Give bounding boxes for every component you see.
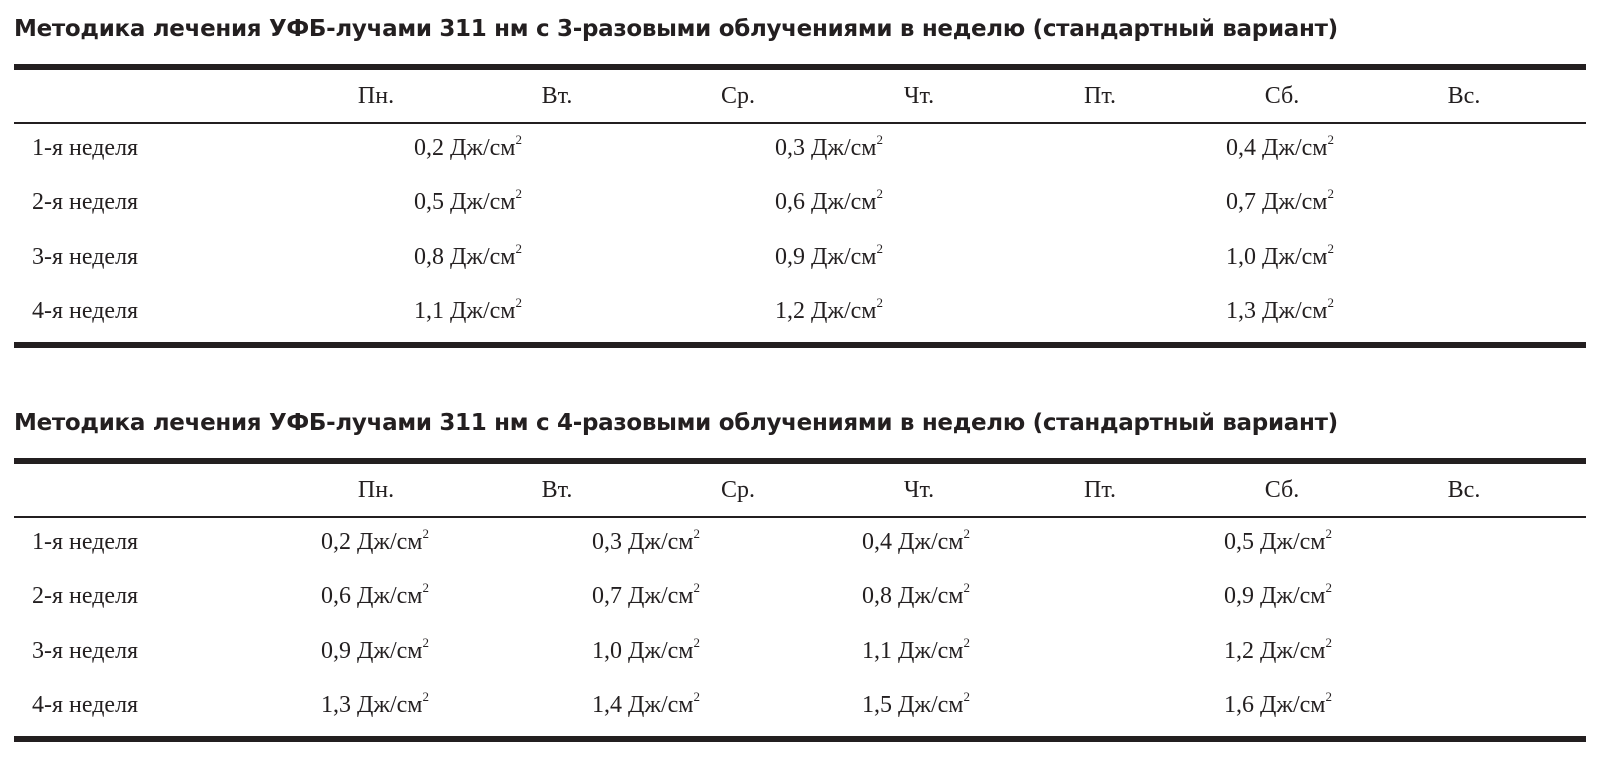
dose-cell	[1226, 295, 1334, 324]
dose-cell	[414, 241, 522, 270]
dose-unit-text: Дж/см	[1262, 189, 1328, 215]
dose-value: 0,9	[1224, 583, 1255, 609]
week-label: 2-я неделя	[32, 583, 139, 609]
dose-value: 0,2	[321, 529, 352, 555]
day-header: Пт.	[1083, 477, 1117, 503]
dose-unit	[1262, 295, 1334, 324]
header-rule	[14, 516, 1586, 518]
dose-cell	[862, 689, 970, 718]
day-header: Пн.	[357, 83, 395, 109]
dose-cell	[592, 526, 700, 555]
dose-unit-exponent: 2	[876, 295, 883, 310]
dose-unit-exponent: 2	[693, 689, 700, 704]
dose-unit	[357, 580, 429, 609]
dose-unit	[811, 186, 883, 215]
day-header: Ср.	[720, 477, 756, 503]
dose-unit	[628, 526, 700, 555]
dose-unit	[628, 635, 700, 664]
dose-value: 0,3	[775, 135, 806, 161]
dose-cell	[414, 132, 522, 161]
dose-unit-exponent: 2	[876, 132, 883, 147]
top-rule	[14, 458, 1586, 464]
dose-value: 0,8	[414, 244, 445, 270]
dose-cell	[1224, 689, 1332, 718]
dose-cell	[592, 580, 700, 609]
dose-value: 1,2	[775, 298, 806, 324]
dose-cell	[1226, 132, 1334, 161]
day-header: Чт.	[903, 83, 935, 109]
dose-unit-exponent: 2	[963, 580, 970, 595]
dose-unit-text: Дж/см	[811, 244, 877, 270]
dose-unit-text: Дж/см	[1260, 583, 1326, 609]
dose-value: 0,9	[775, 244, 806, 270]
dose-value: 0,8	[862, 583, 893, 609]
dose-unit-exponent: 2	[963, 526, 970, 541]
day-header: Ср.	[720, 83, 756, 109]
dose-unit-exponent: 2	[693, 526, 700, 541]
dose-unit	[1262, 241, 1334, 270]
bottom-rule	[14, 342, 1586, 348]
dose-unit-text: Дж/см	[1260, 529, 1326, 555]
dose-unit-text: Дж/см	[811, 135, 877, 161]
dose-value: 0,3	[592, 529, 623, 555]
dose-cell	[862, 526, 970, 555]
dose-value: 1,1	[414, 298, 445, 324]
dose-unit-text: Дж/см	[450, 244, 516, 270]
week-label: 2-я неделя	[32, 189, 139, 215]
dose-unit	[1260, 526, 1332, 555]
dose-unit-text: Дж/см	[811, 189, 877, 215]
dose-value: 1,4	[592, 692, 623, 718]
dose-unit-text: Дж/см	[628, 583, 694, 609]
table-title: Методика лечения УФБ-лучами 311 нм с 3-разовыми облучениями в неделю (стандартный вариант)	[14, 16, 1338, 42]
dose-unit	[357, 526, 429, 555]
dose-cell	[775, 295, 883, 324]
dose-unit	[898, 580, 970, 609]
dose-value: 0,6	[775, 189, 806, 215]
dose-unit	[1260, 635, 1332, 664]
day-header: Чт.	[903, 477, 935, 503]
dose-cell	[775, 132, 883, 161]
dose-unit	[357, 635, 429, 664]
dose-unit-text: Дж/см	[1262, 135, 1328, 161]
day-header: Пт.	[1083, 83, 1117, 109]
week-label: 1-я неделя	[32, 529, 139, 555]
dose-unit-text: Дж/см	[898, 692, 964, 718]
dose-cell	[1224, 580, 1332, 609]
dose-unit-exponent: 2	[1327, 295, 1334, 310]
dose-unit-text: Дж/см	[1262, 244, 1328, 270]
header-rule	[14, 122, 1586, 124]
week-label: 3-я неделя	[32, 638, 139, 664]
dose-cell	[775, 186, 883, 215]
dose-unit-exponent: 2	[422, 689, 429, 704]
dose-unit-text: Дж/см	[450, 298, 516, 324]
day-header: Вт.	[541, 477, 573, 503]
day-header: Пн.	[357, 477, 395, 503]
dose-unit-text: Дж/см	[450, 189, 516, 215]
dose-unit-text: Дж/см	[898, 583, 964, 609]
dose-cell	[1226, 186, 1334, 215]
dose-cell	[1224, 635, 1332, 664]
dose-unit	[1262, 132, 1334, 161]
dose-cell	[414, 295, 522, 324]
dose-cell	[592, 635, 700, 664]
dose-unit-exponent: 2	[1325, 526, 1332, 541]
dose-value: 1,2	[1224, 638, 1255, 664]
dose-value: 1,0	[592, 638, 623, 664]
dose-unit-text: Дж/см	[898, 638, 964, 664]
dose-unit-text: Дж/см	[628, 638, 694, 664]
dose-unit	[628, 689, 700, 718]
dose-unit	[450, 295, 522, 324]
dose-cell	[862, 580, 970, 609]
dose-value: 1,3	[321, 692, 352, 718]
dose-unit-text: Дж/см	[628, 529, 694, 555]
day-header: Сб.	[1264, 477, 1300, 503]
week-label: 4-я неделя	[32, 298, 139, 324]
dose-unit-text: Дж/см	[357, 529, 423, 555]
day-header: Сб.	[1264, 83, 1300, 109]
dose-unit	[1260, 580, 1332, 609]
dose-unit	[450, 132, 522, 161]
bottom-rule	[14, 736, 1586, 742]
dose-unit-exponent: 2	[515, 295, 522, 310]
dose-value: 0,4	[1226, 135, 1257, 161]
dose-unit-exponent: 2	[1327, 132, 1334, 147]
dose-unit	[1260, 689, 1332, 718]
dose-cell	[414, 186, 522, 215]
dose-unit-exponent: 2	[1325, 689, 1332, 704]
dose-cell	[321, 526, 429, 555]
day-header: Вс.	[1447, 83, 1481, 109]
dose-unit	[450, 186, 522, 215]
dose-unit-exponent: 2	[1325, 635, 1332, 650]
dose-value: 0,7	[592, 583, 623, 609]
dose-unit	[628, 580, 700, 609]
dose-cell	[321, 635, 429, 664]
dose-cell	[862, 635, 970, 664]
dose-unit-text: Дж/см	[1260, 638, 1326, 664]
dose-cell	[1224, 526, 1332, 555]
day-header: Вт.	[541, 83, 573, 109]
dose-unit-text: Дж/см	[1260, 692, 1326, 718]
table-title: Методика лечения УФБ-лучами 311 нм с 4-разовыми облучениями в неделю (стандартный вариант)	[14, 410, 1338, 436]
dose-value: 1,3	[1226, 298, 1257, 324]
dose-unit-exponent: 2	[1327, 241, 1334, 256]
dose-unit	[811, 241, 883, 270]
dose-unit-text: Дж/см	[811, 298, 877, 324]
dose-unit	[1262, 186, 1334, 215]
dose-value: 0,6	[321, 583, 352, 609]
dose-value: 1,1	[862, 638, 893, 664]
dose-unit-text: Дж/см	[357, 692, 423, 718]
dose-value: 0,7	[1226, 189, 1257, 215]
dose-cell	[321, 689, 429, 718]
dose-unit-text: Дж/см	[898, 529, 964, 555]
dose-unit-exponent: 2	[422, 526, 429, 541]
dose-cell	[321, 580, 429, 609]
dose-unit	[898, 526, 970, 555]
dose-unit-exponent: 2	[693, 580, 700, 595]
week-label: 3-я неделя	[32, 244, 139, 270]
dose-cell	[1226, 241, 1334, 270]
dose-value: 1,0	[1226, 244, 1257, 270]
dose-unit-exponent: 2	[693, 635, 700, 650]
dose-unit	[811, 132, 883, 161]
dose-unit-text: Дж/см	[357, 638, 423, 664]
dose-cell	[775, 241, 883, 270]
week-label: 4-я неделя	[32, 692, 139, 718]
dose-value: 1,6	[1224, 692, 1255, 718]
dose-unit	[357, 689, 429, 718]
dose-unit-text: Дж/см	[357, 583, 423, 609]
dose-unit-text: Дж/см	[1262, 298, 1328, 324]
day-header: Вс.	[1447, 477, 1481, 503]
dose-unit-exponent: 2	[515, 186, 522, 201]
dose-unit-text: Дж/см	[450, 135, 516, 161]
dose-unit-exponent: 2	[1327, 186, 1334, 201]
dose-unit-exponent: 2	[1325, 580, 1332, 595]
dose-unit-text: Дж/см	[628, 692, 694, 718]
dose-unit-exponent: 2	[876, 186, 883, 201]
dose-unit	[450, 241, 522, 270]
dose-unit-exponent: 2	[422, 635, 429, 650]
dose-unit-exponent: 2	[422, 580, 429, 595]
dose-unit-exponent: 2	[963, 635, 970, 650]
dose-value: 0,5	[414, 189, 445, 215]
week-label: 1-я неделя	[32, 135, 139, 161]
dose-unit-exponent: 2	[963, 689, 970, 704]
dose-unit	[811, 295, 883, 324]
dose-unit-exponent: 2	[515, 132, 522, 147]
dose-value: 0,4	[862, 529, 893, 555]
dose-value: 0,5	[1224, 529, 1255, 555]
dose-value: 0,2	[414, 135, 445, 161]
dose-unit	[898, 689, 970, 718]
dose-value: 1,5	[862, 692, 893, 718]
dose-value: 0,9	[321, 638, 352, 664]
dose-unit-exponent: 2	[876, 241, 883, 256]
dose-unit	[898, 635, 970, 664]
dose-unit-exponent: 2	[515, 241, 522, 256]
top-rule	[14, 64, 1586, 70]
dose-cell	[592, 689, 700, 718]
